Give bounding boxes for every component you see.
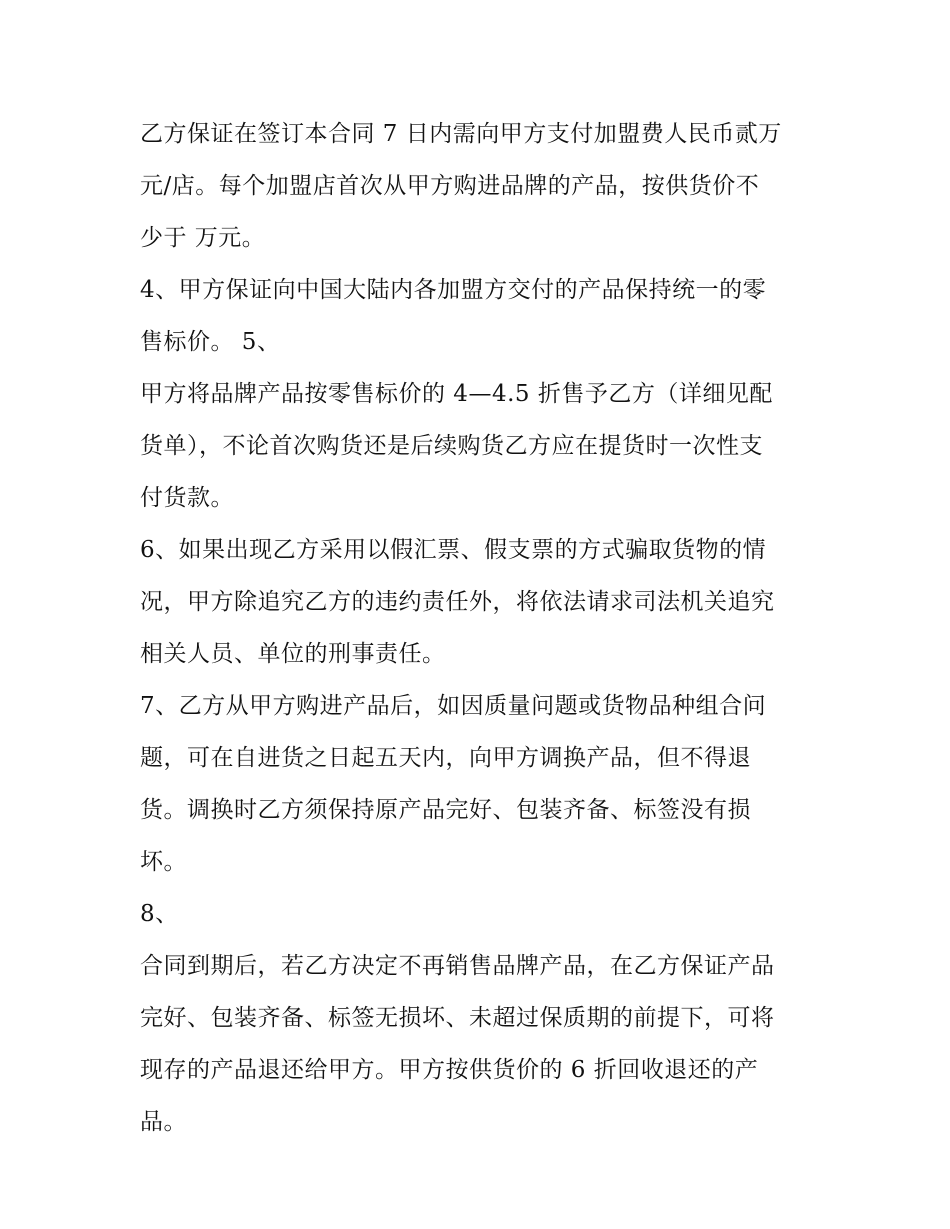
text-line: 4、甲方保证向中国大陆内各加盟方交付的产品保持统一的零	[140, 277, 767, 303]
text-line: 现存的产品退还给甲方。甲方按供货价的 6 折回收退还的产	[140, 1057, 759, 1083]
text-line: 完好、包装齐备、标签无损坏、未超过保质期的前提下，可将	[140, 1005, 775, 1031]
text-line: 6、如果出现乙方采用以假汇票、假支票的方式骗取货物的情	[140, 537, 767, 563]
text-line: 8、	[140, 901, 179, 927]
contract-text-body	[140, 108, 820, 1148]
text-line: 货。调换时乙方须保持原产品完好、包装齐备、标签没有损	[140, 797, 751, 823]
text-line: 元/店。每个加盟店首次从甲方购进品牌的产品，按供货价不	[140, 173, 760, 199]
text-line: 货单），不论首次购货还是后续购货乙方应在提货时一次性支	[140, 433, 763, 459]
text-line: 7、乙方从甲方购进产品后，如因质量问题或货物品种组合问	[140, 693, 767, 719]
text-line: 乙方保证在签订本合同 7 日内需向甲方支付加盟费人民币贰万	[140, 121, 782, 147]
text-line: 况，甲方除追究乙方的违约责任外，将依法请求司法机关追究	[140, 589, 775, 615]
text-line: 品。	[140, 1109, 187, 1135]
text-line: 少于 万元。	[140, 225, 266, 251]
text-line: 合同到期后，若乙方决定不再销售品牌产品，在乙方保证产品	[140, 953, 775, 979]
text-line: 相关人员、单位的刑事责任。	[140, 641, 446, 667]
text-line: 坏。	[140, 849, 187, 875]
text-line: 售标价。 5、	[140, 329, 281, 355]
text-line: 付货款。	[140, 485, 234, 511]
text-line: 题，可在自进货之日起五天内，向甲方调换产品，但不得退	[140, 745, 751, 771]
text-line: 甲方将品牌产品按零售标价的 4—4.5 折售予乙方（详细见配	[140, 381, 773, 407]
